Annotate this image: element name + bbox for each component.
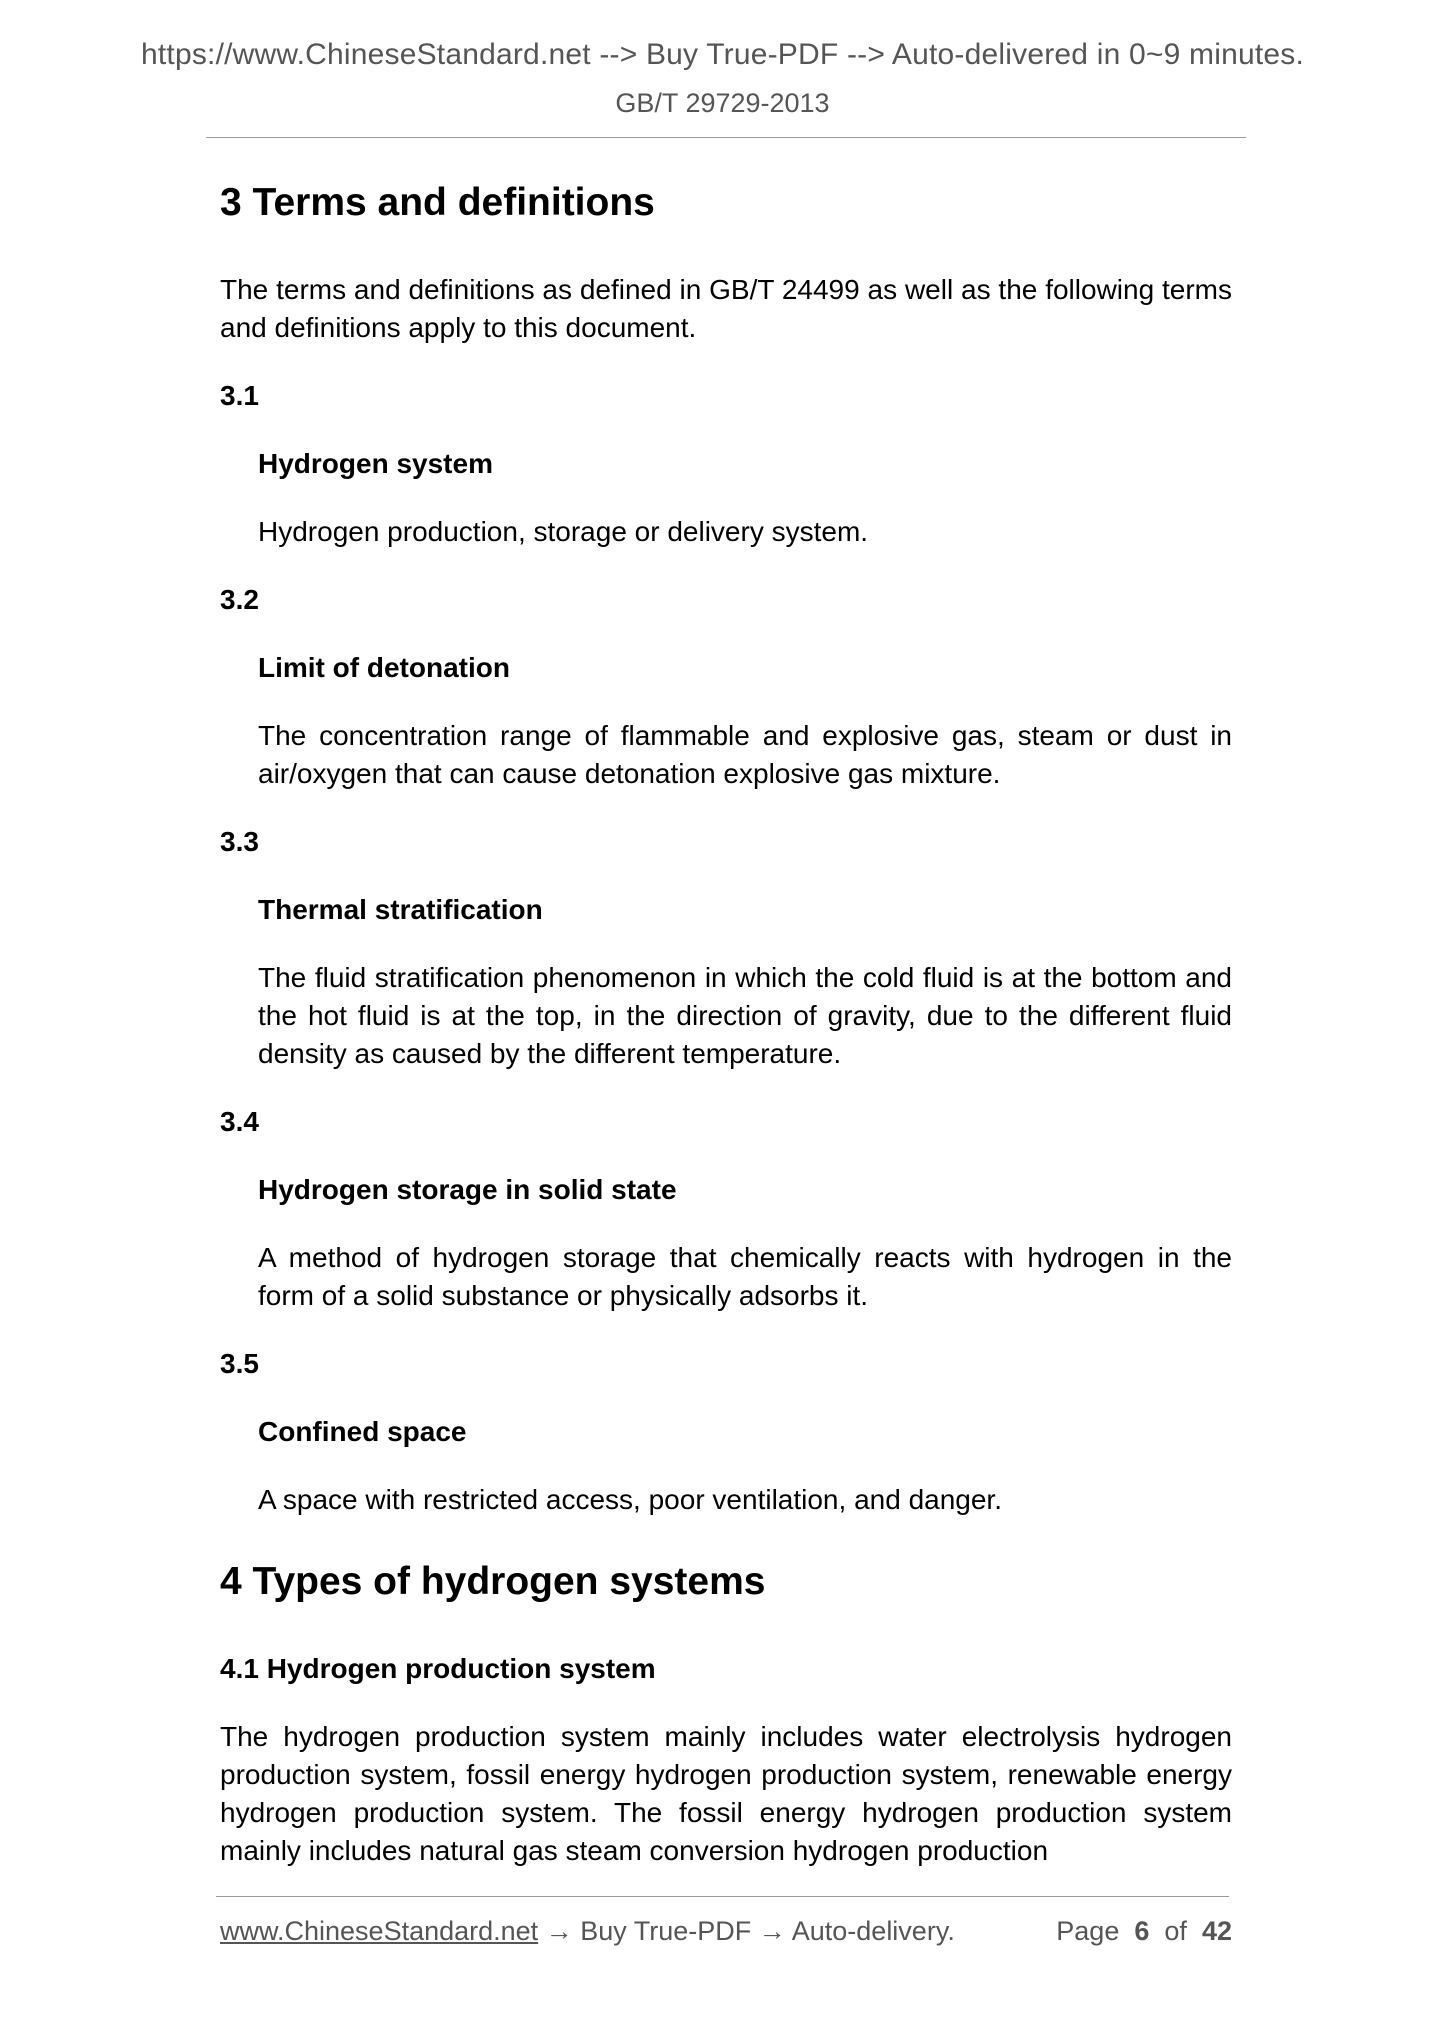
footer-site-link[interactable]: www.ChineseStandard.net <box>220 1916 539 1946</box>
term-name: Limit of detonation <box>258 651 510 683</box>
clause-number: 3.5 <box>220 1347 259 1379</box>
term-entry-3-5 <box>220 1345 1232 1519</box>
term-definition: A space with restricted access, poor ventilation, and danger. <box>258 1483 1002 1515</box>
top-banner: https://www.ChineseStandard.net --> Buy True-PDF --> Auto-delivered in 0~9 minutes. <box>141 38 1304 71</box>
section-4-1-paragraph: The hydrogen production system mainly includes water electrolysis hydrogen production system, fossil energy hydrogen production system, renewable energy hydrogen production system. The fossil energy hydrogen production system mainly includes natural gas steam conversion hydrogen production <box>220 1720 1232 1866</box>
section-3-heading: 3 Terms and definitions <box>220 181 655 224</box>
term-name: Hydrogen system <box>258 447 493 479</box>
section-3-intro: The terms and definitions as defined in GB/T 24499 as well as the following terms and definitions apply to this document. <box>220 273 1232 343</box>
footer-delivery-text: → Buy True-PDF → Auto-delivery. <box>538 1916 955 1946</box>
term-definition: Hydrogen production, storage or delivery system. <box>258 515 869 547</box>
footer-left <box>220 1916 955 1947</box>
standard-code: GB/T 29729-2013 <box>615 88 830 118</box>
term-entry-3-2 <box>220 581 1232 793</box>
section-4-1-heading: 4.1 Hydrogen production system <box>220 1652 656 1684</box>
of-label: of <box>1164 1916 1187 1946</box>
term-entry-3-1 <box>220 377 1232 551</box>
clause-number: 3.3 <box>220 825 259 857</box>
header-divider <box>206 137 1246 138</box>
term-entry-3-3 <box>220 823 1232 1073</box>
term-name: Confined space <box>258 1415 467 1447</box>
page-number <box>1056 1916 1232 1947</box>
page-total: 42 <box>1201 1916 1232 1946</box>
footer-divider <box>216 1896 1229 1897</box>
page-content <box>220 180 1232 1900</box>
clause-number: 3.4 <box>220 1105 259 1137</box>
clause-number: 3.1 <box>220 379 259 411</box>
clause-number: 3.2 <box>220 583 259 615</box>
page-label: Page <box>1056 1916 1120 1946</box>
term-definition: The concentration range of flammable and explosive gas, steam or dust in air/oxygen that can cause detonation explosive gas mixture. <box>258 719 1232 789</box>
term-name: Hydrogen storage in solid state <box>258 1173 677 1205</box>
term-entry-3-4 <box>220 1103 1232 1315</box>
page-current: 6 <box>1134 1916 1150 1946</box>
term-definition: A method of hydrogen storage that chemically reacts with hydrogen in the form of a solid substance or physically adsorbs it. <box>258 1241 1232 1311</box>
term-definition: The fluid stratification phenomenon in which the cold fluid is at the bottom and the hot fluid is at the top, in the direction of gravity, due to the different fluid density as caused by the different temperature. <box>258 961 1232 1069</box>
section-4-heading: 4 Types of hydrogen systems <box>220 1559 766 1603</box>
term-name: Thermal stratification <box>258 893 543 925</box>
